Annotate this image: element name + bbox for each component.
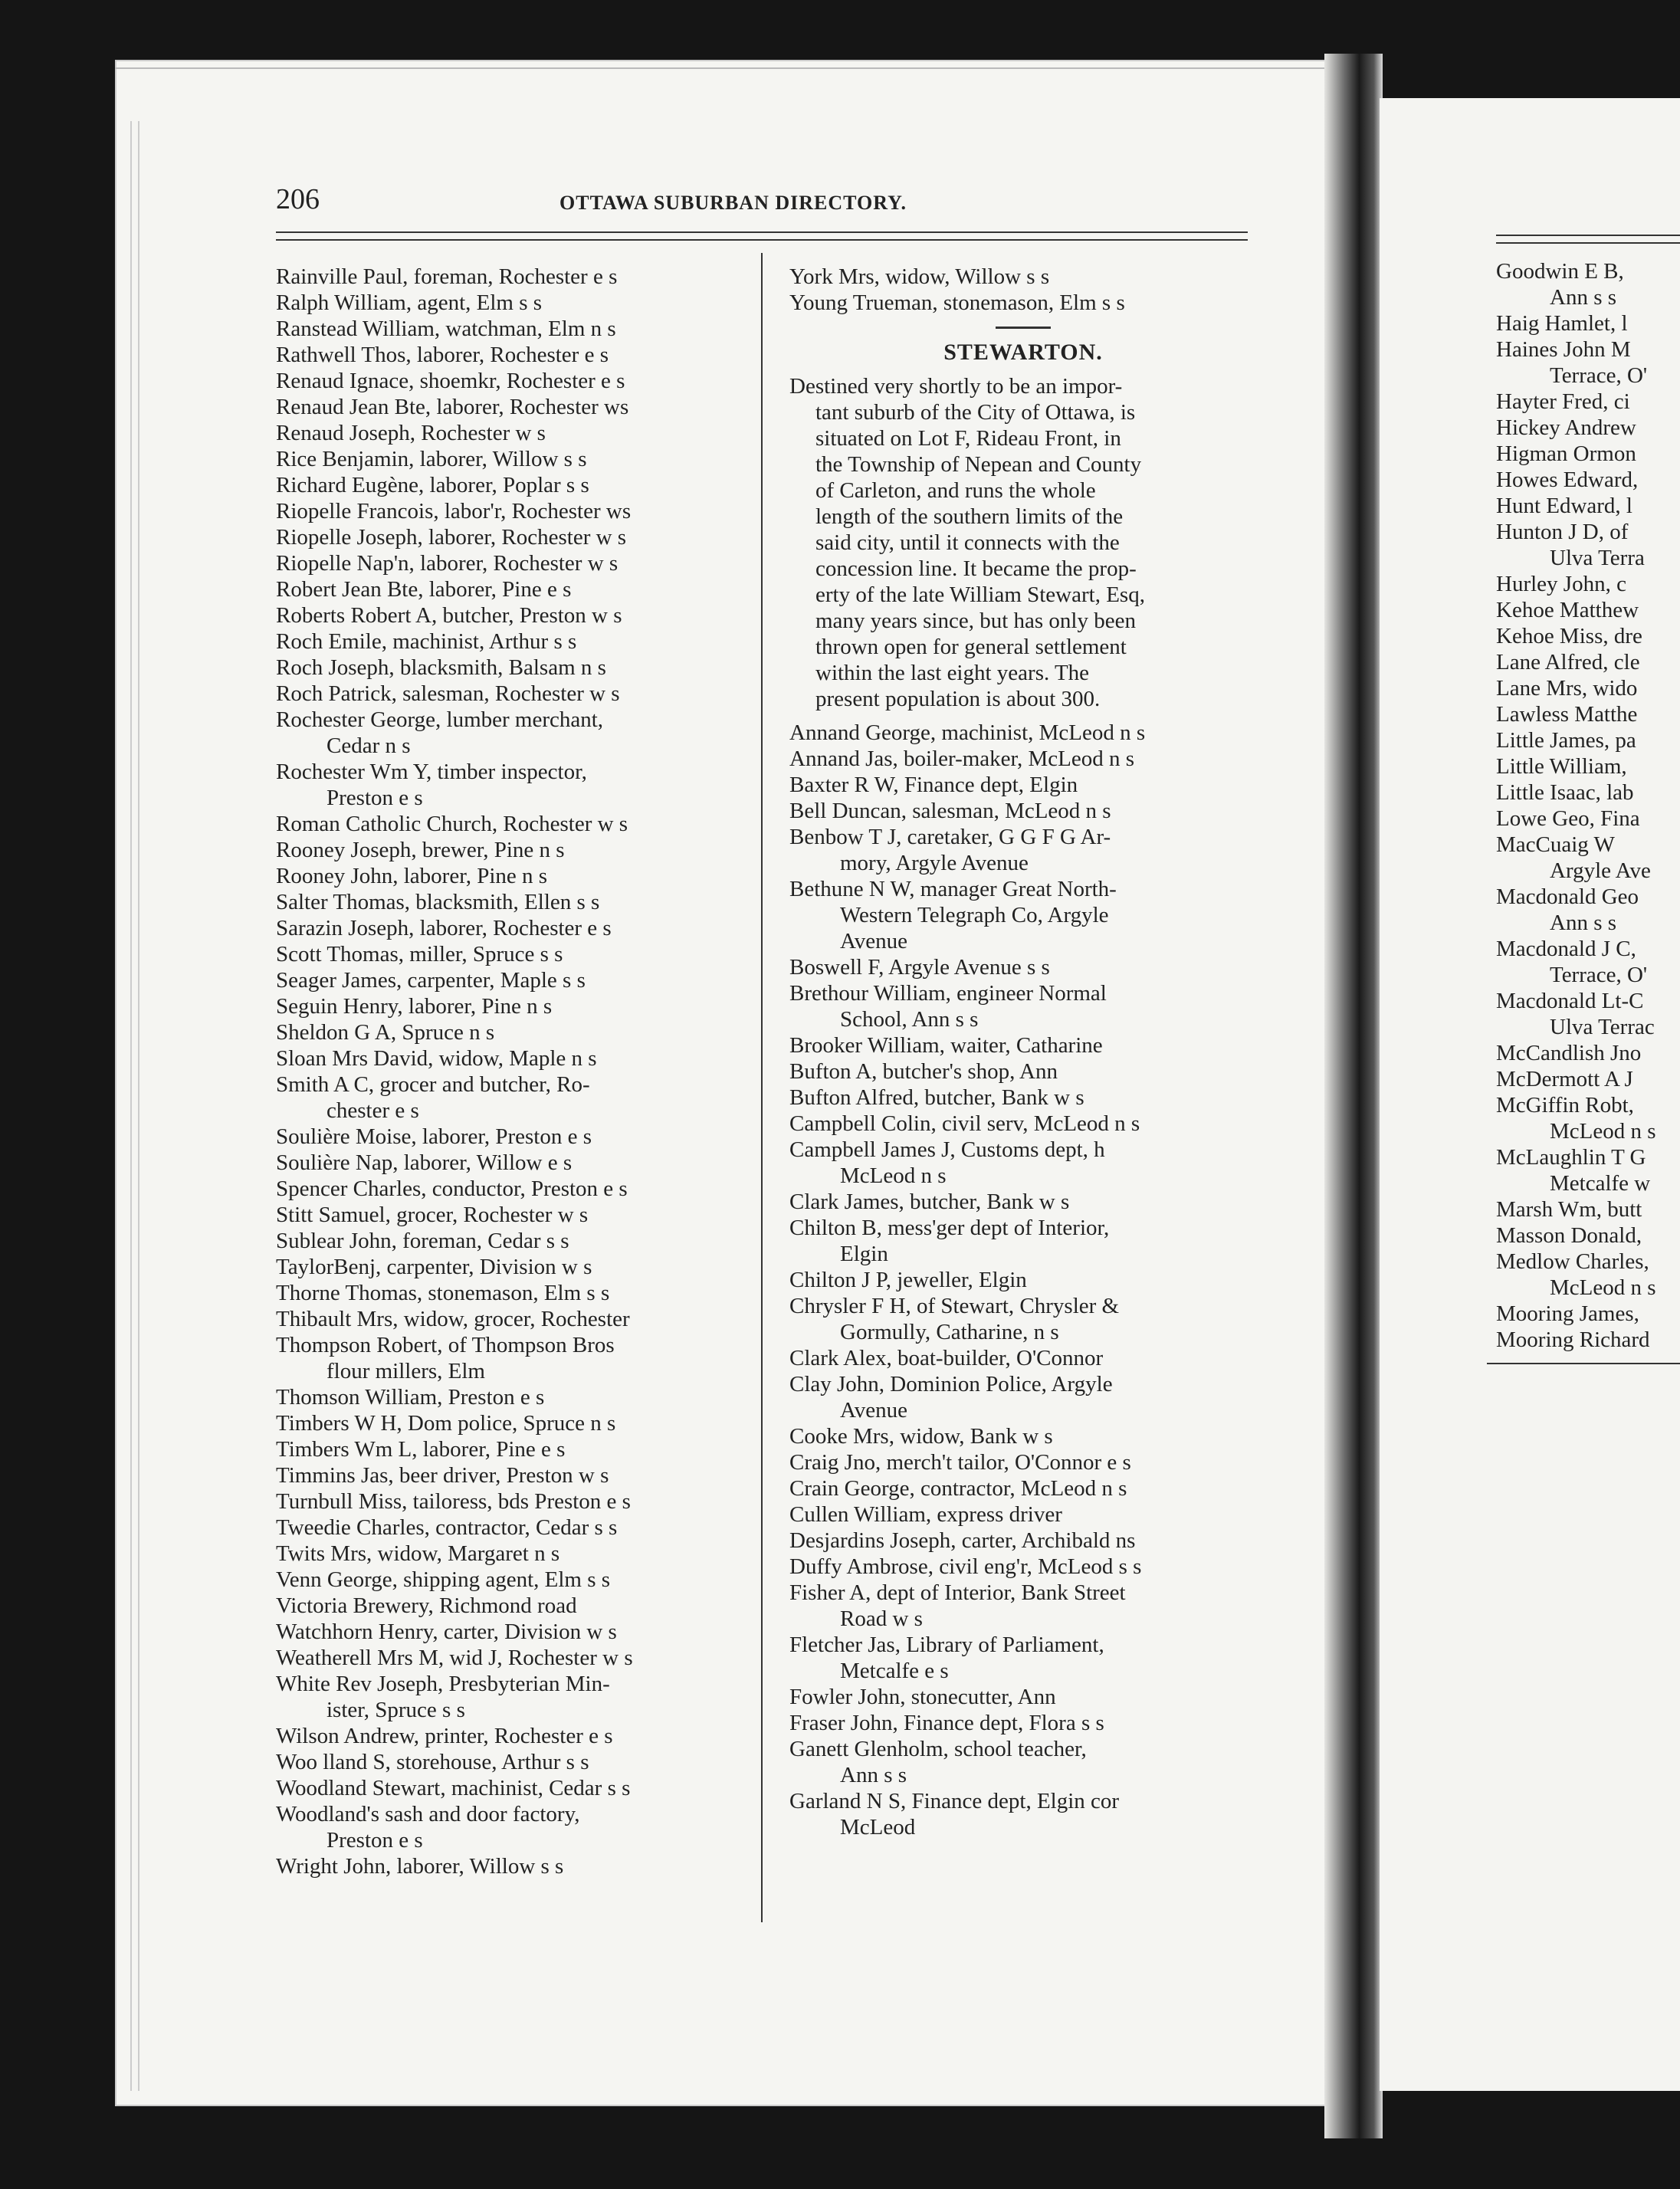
entry-line: McCandlish Jno [1496,1041,1642,1065]
entry-line: Roberts Robert A, butcher, Preston w s [276,603,622,628]
entry-line: Scott Thomas, miller, Spruce s s [276,942,563,967]
directory-entry [276,576,743,602]
entry-line: Woodland's sash and door factory, [276,1802,580,1826]
column-2-entries [789,264,1257,316]
description-line: of Carleton, and runs the whole [815,478,1096,503]
directory-entry [276,628,743,655]
page-edge-line [138,121,139,2091]
entry-line: Fisher A, dept of Interior, Bank Street [789,1580,1126,1605]
entry-line: Baxter R W, Finance dept, Elgin [789,773,1078,797]
entry-continuation: Terrace, O' [1550,363,1648,388]
entry-continuation: Avenue [840,1398,908,1423]
book-gutter [1324,54,1383,2138]
directory-entry [789,290,1257,316]
directory-entry [276,915,743,941]
entry-continuation: Gormully, Catharine, n s [840,1320,1059,1344]
entry-line: Ralph William, agent, Elm s s [276,290,543,315]
entry-line: Sloan Mrs David, widow, Maple n s [276,1046,597,1071]
entry-line: Fletcher Jas, Library of Parliament, [789,1633,1104,1657]
directory-entry [276,1410,743,1436]
entry-line: Annand Jas, boiler-maker, McLeod n s [789,747,1135,771]
directory-entry [276,811,743,837]
directory-entry [789,1423,1257,1449]
entry-line: Garland N S, Finance dept, Elgin cor [789,1789,1120,1813]
directory-entry [276,264,743,290]
directory-entry [789,798,1257,824]
entry-line: Salter Thomas, blacksmith, Ellen s s [276,890,600,914]
entry-line: Victoria Brewery, Richmond road [276,1593,577,1618]
directory-entry [789,720,1257,746]
entry-line: Woodland Stewart, machinist, Cedar s s [276,1776,631,1800]
entry-line: Brethour William, engineer Normal [789,981,1107,1006]
directory-entry [789,824,1257,876]
directory-entry [789,954,1257,980]
directory-entry [789,1215,1257,1267]
entry-line: Sheldon G A, Spruce n s [276,1020,495,1045]
entry-continuation: Ann s s [840,1763,907,1787]
entry-line: Riopelle Nap'n, laborer, Rochester w s [276,551,619,576]
entry-line: Cullen William, express driver [789,1502,1062,1527]
directory-entry [276,342,743,368]
directory-entry [276,1124,743,1150]
entry-line: Lane Alfred, cle [1496,650,1640,674]
entry-line: Bufton Alfred, butcher, Bank w s [789,1085,1084,1110]
entry-line: Clark James, butcher, Bank w s [789,1190,1070,1214]
entry-line: Chilton B, mess'ger dept of Interior, [789,1216,1110,1240]
directory-entry [789,1371,1257,1423]
directory-entry [276,1671,743,1723]
entry-line: Haines John M [1496,337,1631,362]
entry-line: Rooney John, laborer, Pine n s [276,864,548,888]
directory-entry [276,1723,743,1749]
directory-entry [789,1111,1257,1137]
entry-line: Turnbull Miss, tailoress, bds Preston e s [276,1489,631,1514]
directory-entry [276,655,743,681]
entry-line: Boswell F, Argyle Avenue s s [789,955,1050,980]
entry-line: Chilton J P, jeweller, Elgin [789,1268,1027,1292]
description-line: length of the southern limits of the [815,504,1124,529]
header-rule [276,239,1248,241]
entry-line: Medlow Charles, [1496,1249,1649,1274]
directory-entry [789,746,1257,772]
entry-line: Wilson Andrew, printer, Rochester e s [276,1724,613,1748]
directory-entry [276,1228,743,1254]
directory-entry [276,1853,743,1879]
page-header [276,182,1248,221]
page-edge-line [130,121,132,2091]
entry-continuation: Preston e s [326,786,423,810]
entry-line: Renaud Ignace, shoemkr, Rochester e s [276,369,625,393]
entry-line: Crain George, contractor, McLeod n s [789,1476,1127,1501]
entry-line: York Mrs, widow, Willow s s [789,264,1050,289]
entry-continuation: Ulva Terra [1550,546,1645,570]
page-number: 206 [276,183,320,215]
entry-continuation: School, Ann s s [840,1007,979,1032]
directory-entry [276,1462,743,1488]
directory-entry [789,876,1257,954]
directory-entry [789,1189,1257,1215]
entry-continuation: mory, Argyle Avenue [840,851,1029,875]
entry-line: Richard Eugène, laborer, Poplar s s [276,473,589,497]
entry-continuation: Elgin [840,1242,888,1266]
entry-line: Marsh Wm, butt [1496,1197,1642,1222]
directory-entry [276,993,743,1019]
directory-entry [789,1554,1257,1580]
directory-entry [789,264,1257,290]
entry-line: Hunton J D, of [1496,520,1629,544]
directory-entry [789,1032,1257,1058]
directory-entry [276,472,743,498]
entry-line: Lawless Matthe [1496,702,1638,727]
directory-entry [276,602,743,628]
directory-entry [789,1528,1257,1554]
entry-line: Spencer Charles, conductor, Preston e s [276,1177,628,1201]
directory-entry [276,1150,743,1176]
entry-line: Mooring Richard [1496,1328,1650,1352]
entry-line: Little James, pa [1496,728,1636,753]
entry-line: Ranstead William, watchman, Elm n s [276,317,616,341]
entry-continuation: Terrace, O' [1550,963,1648,987]
entry-line: Annand George, machinist, McLeod n s [789,720,1146,745]
entry-continuation: Western Telegraph Co, Argyle [840,903,1109,927]
entry-line: McLaughlin T G [1496,1145,1646,1170]
description-line: the Township of Nepean and County [815,452,1142,477]
directory-entry [276,1801,743,1853]
entry-line: Rathwell Thos, laborer, Rochester e s [276,343,609,367]
directory-entry [276,394,743,420]
column-end-rule [1487,1363,1680,1364]
directory-entry [276,1384,743,1410]
directory-entry [276,498,743,524]
directory-entry [276,1045,743,1072]
directory-entry [276,1515,743,1541]
entry-line: Renaud Joseph, Rochester w s [276,421,546,445]
entry-line: McGiffin Robt, [1496,1093,1634,1117]
directory-entry [276,1202,743,1228]
entry-line: Timmins Jas, beer driver, Preston w s [276,1463,609,1488]
directory-entry [789,1736,1257,1788]
entry-line: Seager James, carpenter, Maple s s [276,968,586,993]
entry-line: Bethune N W, manager Great North- [789,877,1117,901]
directory-entry [276,1541,743,1567]
description-line: said city, until it connects with the [815,530,1120,555]
directory-entry [276,1280,743,1306]
entry-line: Hunt Edward, l [1496,494,1632,518]
section-description [789,373,1257,712]
running-title: OTTAWA SUBURBAN DIRECTORY. [559,192,907,214]
directory-column-1 [276,264,743,1879]
description-line: Destined very shortly to be an impor- [789,374,1123,399]
entry-line: Thorne Thomas, stonemason, Elm s s [276,1281,610,1305]
section-title: STEWARTON. [943,340,1103,365]
entry-line: Rooney Joseph, brewer, Pine n s [276,838,565,862]
column-divider [761,253,763,1922]
directory-entry [276,524,743,550]
entry-line: Seguin Henry, laborer, Pine n s [276,994,553,1019]
entry-line: Kehoe Miss, dre [1496,624,1642,648]
directory-entry [276,1254,743,1280]
directory-entry [789,1137,1257,1189]
entry-line: Little William, [1496,754,1627,779]
directory-entry [276,967,743,993]
entry-line: Hurley John, c [1496,572,1626,596]
directory-entry [276,1619,743,1645]
entry-line: Soulière Nap, laborer, Willow e s [276,1150,573,1175]
entry-line: Woo lland S, storehouse, Arthur s s [276,1750,589,1774]
entry-line: Riopelle Joseph, laborer, Rochester w s [276,525,627,550]
directory-entry [276,1645,743,1671]
header-rule-right-page [1496,235,1680,236]
stewarton-entries [789,720,1257,1840]
entry-continuation: McLeod [840,1815,916,1839]
directory-entry [276,446,743,472]
entry-line: Clark Alex, boat-builder, O'Connor [789,1346,1104,1370]
directory-entry [276,1306,743,1332]
directory-entry [276,1593,743,1619]
entry-line: Rochester Wm Y, timber inspector, [276,760,587,784]
directory-entry [276,1775,743,1801]
entry-line: MacCuaig W [1496,832,1615,857]
entry-continuation: Metcalfe e s [840,1659,949,1683]
directory-entry [276,681,743,707]
entry-continuation: Argyle Ave [1550,858,1651,883]
entry-line: Young Trueman, stonemason, Elm s s [789,290,1125,315]
entry-continuation: Cedar n s [326,733,411,758]
directory-entry [276,1019,743,1045]
entry-line: Cooke Mrs, widow, Bank w s [789,1424,1053,1449]
directory-entry [276,837,743,863]
directory-entry [276,420,743,446]
section-rule [996,327,1051,329]
entry-line: Lowe Geo, Fina [1496,806,1640,831]
directory-entry [789,1085,1257,1111]
directory-entry [789,980,1257,1032]
entry-continuation: Road w s [840,1606,923,1631]
entry-continuation: McLeod n s [1550,1119,1656,1144]
directory-entry [276,707,743,759]
entry-continuation: McLeod n s [840,1163,947,1188]
entry-line: Wright John, laborer, Willow s s [276,1854,564,1879]
entry-line: Weatherell Mrs M, wid J, Rochester w s [276,1646,633,1670]
entry-line: Craig Jno, merch't tailor, O'Connor e s [789,1450,1131,1475]
description-line: concession line. It became the prop- [815,556,1137,581]
entry-line: Fowler John, stonecutter, Ann [789,1685,1056,1709]
entry-line: Fraser John, Finance dept, Flora s s [789,1711,1104,1735]
directory-entry [789,1293,1257,1345]
entry-line: Macdonald Geo [1496,884,1639,909]
directory-entry [789,772,1257,798]
header-rule [276,231,1248,233]
entry-line: Bufton A, butcher's shop, Ann [789,1059,1058,1084]
directory-entry [276,1332,743,1384]
entry-continuation: Ann s s [1550,911,1617,935]
directory-entry [789,1684,1257,1710]
directory-entry [276,863,743,889]
directory-entry [276,290,743,316]
directory-entry [789,1710,1257,1736]
entry-line: Haig Hamlet, l [1496,311,1628,336]
entry-line: Howes Edward, [1496,468,1639,492]
entry-line: Timbers W H, Dom police, Spruce n s [276,1411,616,1436]
entry-continuation: ister, Spruce s s [326,1698,465,1722]
entry-line: Rice Benjamin, laborer, Willow s s [276,447,587,471]
entry-line: Smith A C, grocer and butcher, Ro- [276,1072,590,1097]
page-edge-line [115,67,1372,69]
directory-entry [276,316,743,342]
directory-entry [276,1436,743,1462]
entry-line: Mooring James, [1496,1301,1639,1326]
directory-column-3-partial [1496,258,1680,1353]
directory-entry [276,941,743,967]
directory-entry [276,1749,743,1775]
directory-entry [789,1632,1257,1684]
header-rule-right-page [1496,242,1680,244]
description-line: within the last eight years. The [815,661,1090,685]
entry-line: Venn George, shipping agent, Elm s s [276,1567,611,1592]
entry-line: Kehoe Matthew [1496,598,1639,622]
entry-continuation: Avenue [840,929,908,953]
entry-line: Higman Ormon [1496,441,1636,466]
entry-line: Bell Duncan, salesman, McLeod n s [789,799,1111,823]
description-line: erty of the late William Stewart, Esq, [815,583,1145,607]
entry-line: Twits Mrs, widow, Margaret n s [276,1541,560,1566]
entry-line: Macdonald J C, [1496,937,1636,961]
entry-line: Macdonald Lt-C [1496,989,1644,1013]
entry-continuation: Preston e s [326,1828,423,1853]
directory-entry [789,1058,1257,1085]
directory-entry [789,1580,1257,1632]
entry-line: Sublear John, foreman, Cedar s s [276,1229,569,1253]
directory-entry [789,1788,1257,1840]
entry-line: Stitt Samuel, grocer, Rochester w s [276,1203,589,1227]
entry-line: Benbow T J, caretaker, G G F G Ar- [789,825,1111,849]
description-line: situated on Lot F, Rideau Front, in [815,426,1121,451]
description-line: present population is about 300. [815,687,1101,711]
entry-line: Masson Donald, [1496,1223,1642,1248]
directory-entry [276,1488,743,1515]
entry-line: Renaud Jean Bte, laborer, Rochester ws [276,395,629,419]
entry-continuation: Metcalfe w [1550,1171,1651,1196]
entry-line: Hickey Andrew [1496,415,1636,440]
directory-entry [276,1567,743,1593]
entry-line: Hayter Fred, ci [1496,389,1630,414]
directory-entry [276,759,743,811]
entry-line: Campbell James J, Customs dept, h [789,1137,1105,1162]
entry-line: Timbers Wm L, laborer, Pine e s [276,1437,566,1462]
entry-line: Watchhorn Henry, carter, Division w s [276,1620,617,1644]
directory-entry [276,368,743,394]
entry-continuation: Ann s s [1550,285,1617,310]
entry-line: Sarazin Joseph, laborer, Rochester e s [276,916,612,940]
directory-column-2 [789,264,1257,1840]
entry-line: Soulière Moise, laborer, Preston e s [276,1124,592,1149]
entry-line: White Rev Joseph, Presbyterian Min- [276,1672,610,1696]
entry-line: Roman Catholic Church, Rochester w s [276,812,628,836]
entry-line: Thibault Mrs, widow, grocer, Rochester [276,1307,630,1331]
directory-entry [789,1267,1257,1293]
entry-line: Campbell Colin, civil serv, McLeod n s [789,1111,1140,1136]
entry-line: Tweedie Charles, contractor, Cedar s s [276,1515,618,1540]
entry-continuation: flour millers, Elm [326,1359,485,1383]
entry-line: Robert Jean Bte, laborer, Pine e s [276,577,572,602]
entry-line: Lane Mrs, wido [1496,676,1638,701]
directory-entry [789,1501,1257,1528]
entry-line: Rochester George, lumber merchant, [276,707,604,732]
entry-line: Riopelle Francois, labor'r, Rochester ws [276,499,632,523]
entry-line: Clay John, Dominion Police, Argyle [789,1372,1113,1396]
description-line: many years since, but has only been [815,609,1136,633]
directory-entry [789,1345,1257,1371]
entry-line: Roch Joseph, blacksmith, Balsam n s [276,655,606,680]
directory-entry [276,889,743,915]
entry-line: Ganett Glenholm, school teacher, [789,1737,1087,1761]
entry-line: Brooker William, waiter, Catharine [789,1033,1103,1058]
description-line: thrown open for general settlement [815,635,1127,659]
entry-line: Little Isaac, lab [1496,780,1634,805]
entry-line: Duffy Ambrose, civil eng'r, McLeod s s [789,1554,1142,1579]
entry-line: Roch Patrick, salesman, Rochester w s [276,681,620,706]
entry-line: TaylorBenj, carpenter, Division w s [276,1255,592,1279]
directory-entry [789,1449,1257,1475]
entry-line: Thompson Robert, of Thompson Bros [276,1333,615,1357]
description-line: tant suburb of the City of Ottawa, is [815,400,1136,425]
directory-entry [276,550,743,576]
entry-line: Desjardins Joseph, carter, Archibald ns [789,1528,1136,1553]
entry-line: Rainville Paul, foreman, Rochester e s [276,264,618,289]
directory-entry [276,1072,743,1124]
entry-line: Goodwin E B, [1496,259,1624,284]
entry-line: McDermott A J [1496,1067,1633,1091]
directory-entry [276,1176,743,1202]
directory-entry [789,1475,1257,1501]
entry-line: Roch Emile, machinist, Arthur s s [276,629,577,654]
entry-continuation: chester e s [326,1098,419,1123]
entry-continuation: McLeod n s [1550,1275,1656,1300]
entry-continuation: Ulva Terrac [1550,1015,1655,1039]
entry-line: Thomson William, Preston e s [276,1385,545,1410]
entry-line: Chrysler F H, of Stewart, Chrysler & [789,1294,1120,1318]
